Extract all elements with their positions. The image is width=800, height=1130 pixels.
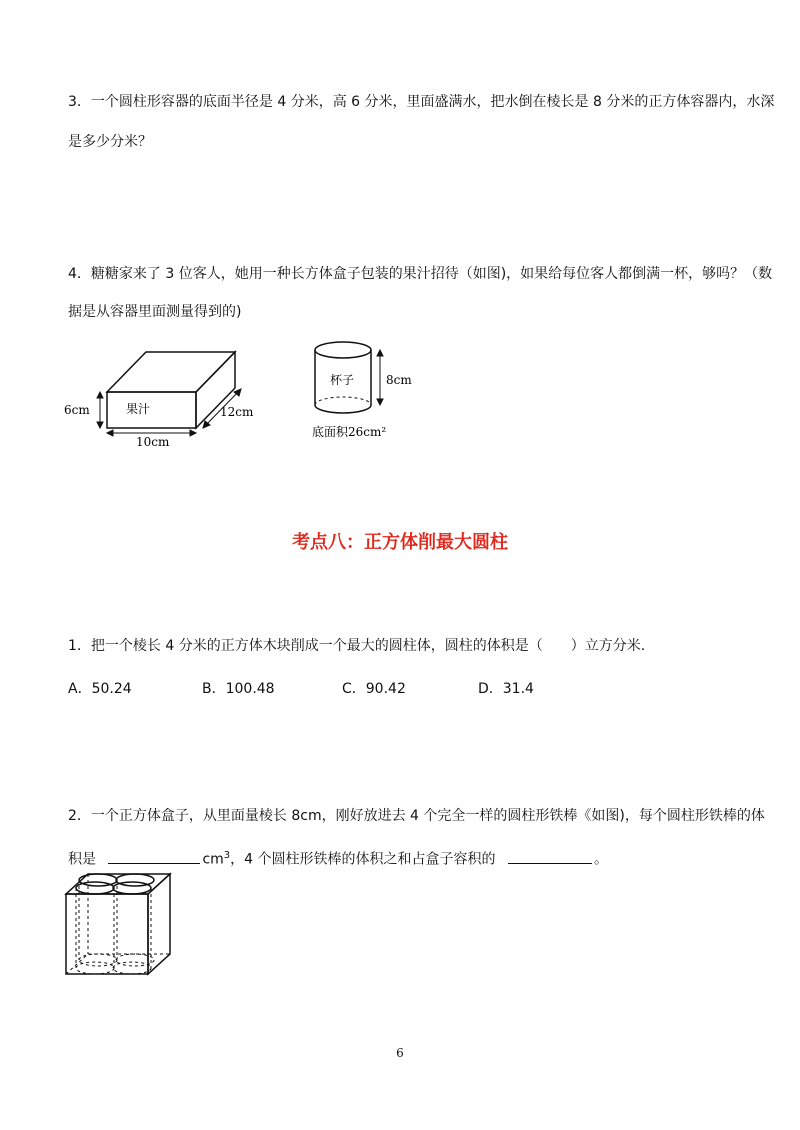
volume-answer-blank[interactable] xyxy=(108,849,200,864)
q3-line2: 是多少分米？ xyxy=(68,134,152,150)
juice-box-label: 果汁 xyxy=(126,402,151,416)
section-heading: 考点八：正方体削最大圆柱 xyxy=(292,532,508,553)
option-d: D．31.4 xyxy=(478,681,534,697)
s2-line2 xyxy=(68,846,608,870)
s1-question: 1．把一个棱长 4 分米的正方体木块削成一个最大的圆柱体，圆柱的体积是（ ）立方分米. xyxy=(68,638,646,654)
page-number: 6 xyxy=(396,1046,404,1060)
box-width-label: 12cm xyxy=(220,405,254,419)
option-c: C．90.42 xyxy=(342,681,406,697)
q3-line1: 3．一个圆柱形容器的底面半径是 4 分米，高 6 分米，里面盛满水，把水倒在棱长是 8 分米的正方体容器内，水深 xyxy=(68,94,775,110)
unit-cm: cm xyxy=(202,851,224,868)
cup-base-area-label: 底面积26cm² xyxy=(312,425,387,439)
box-length-label: 10cm xyxy=(136,435,170,449)
option-b: B．100.48 xyxy=(202,681,275,697)
option-a: A．50.24 xyxy=(68,681,132,697)
unit-cubed: 3 xyxy=(223,850,231,861)
ratio-answer-blank[interactable] xyxy=(508,849,592,864)
juice-box-figure xyxy=(60,340,270,460)
cube-cylinders-figure xyxy=(58,868,178,980)
s2-line2-end: 。 xyxy=(593,851,608,868)
q4-line2: 据是从容器里面测量得到的) xyxy=(68,304,242,320)
cup-label: 杯子 xyxy=(330,373,355,387)
s2-line1: 2．一个正方体盒子，从里面量棱长 8cm，刚好放进去 4 个完全一样的圆柱形铁棒《如图)，每个圆柱形铁棒的体 xyxy=(68,808,765,824)
cup-height-label: 8cm xyxy=(386,373,412,387)
s2-line2-start: 积是 xyxy=(68,851,96,868)
box-height-label: 6cm xyxy=(64,403,90,417)
s2-line2-middle: ，4 个圆柱形铁棒的体积之和占盒子容积的 xyxy=(230,851,496,868)
q4-line1: 4．糖糖家来了 3 位客人，她用一种长方体盒子包装的果汁招待（如图)，如果给每位客人都倒满一杯，够吗？（数 xyxy=(68,266,773,282)
cup-figure xyxy=(300,335,430,445)
